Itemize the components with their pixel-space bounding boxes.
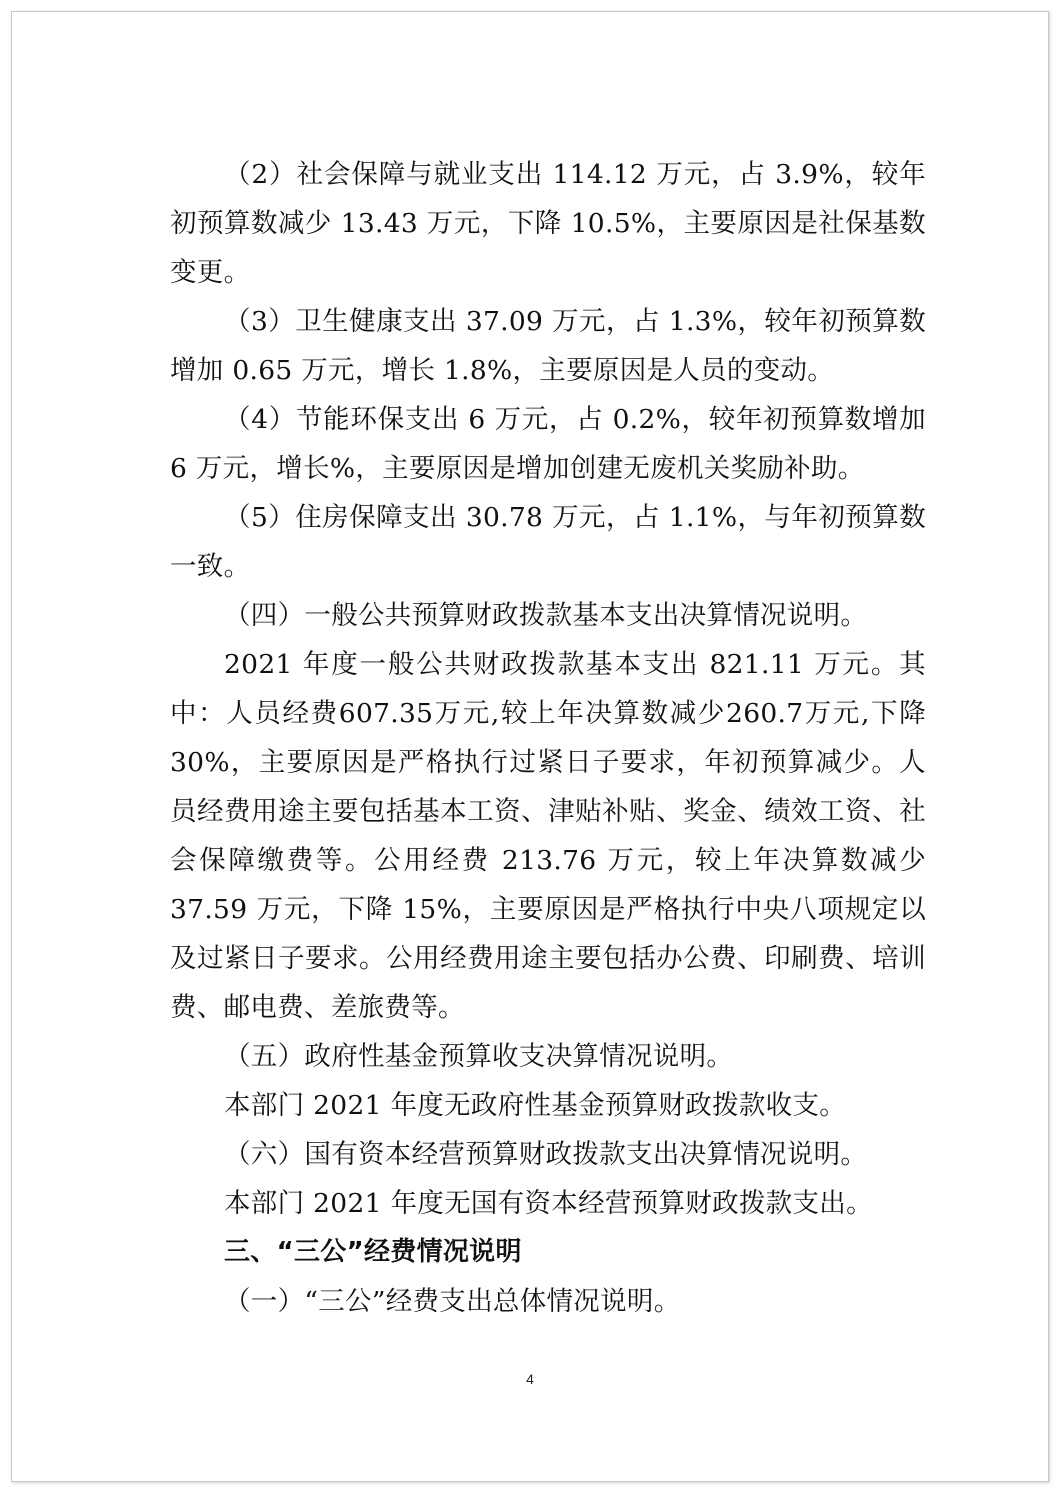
section-heading-6: （六）国有资本经营预算财政拨款支出决算情况说明。 [224,1139,868,1170]
paragraph-government-fund: 本部门 2021 年度无政府性基金预算财政拨款收支。 [224,1090,847,1121]
section-heading-5: （五）政府性基金预算收支决算情况说明。 [224,1041,734,1072]
page-content [170,150,926,1326]
paragraph-housing: （5）住房保障支出 30.78 万元，占 1.1%，与年初预算数一致。 [170,502,926,582]
paragraph-social-security: （2）社会保障与就业支出 114.12 万元，占 3.9%，较年初预算数减少 13.43 万元，下降 10.5%，主要原因是社保基数变更。 [170,159,926,288]
paragraph-basic-expenditure: 2021 年度一般公共财政拨款基本支出 821.11 万元。其中：人员经费607.35万元,较上年决算数减少260.7万元,下降30%，主要原因是严格执行过紧日子要求，年初预算减少。人员经费用途主要包括基本工资、津贴补贴、奖金、绩效工资、社会保障缴费等。公用经费 213.76 万元，较上年决算数减少 37.59 万元，下降 15%，主要原因是严格执行中央八项规定以及过紧日子要求。公用经费用途主要包括办公费、印刷费、培训费、邮电费、差旅费等。 [170,649,926,1023]
paragraph-state-capital: 本部门 2021 年度无国有资本经营预算财政拨款支出。 [224,1188,873,1219]
section-heading-4: （四）一般公共预算财政拨款基本支出决算情况说明。 [224,600,868,631]
page-number: 4 [526,1371,534,1387]
section-heading-three-public-overall: （一）“三公”经费支出总体情况说明。 [224,1286,681,1317]
paragraph-health: （3）卫生健康支出 37.09 万元，占 1.3%，较年初预算数增加 0.65 万元，增长 1.8%，主要原因是人员的变动。 [170,306,926,386]
document-page [11,11,1049,1482]
paragraph-environment: （4）节能环保支出 6 万元，占 0.2%，较年初预算数增加 6 万元，增长%，主要原因是增加创建无废机关奖励补助。 [170,404,926,484]
chapter-heading-three-public: 三、“三公”经费情况说明 [224,1237,522,1267]
